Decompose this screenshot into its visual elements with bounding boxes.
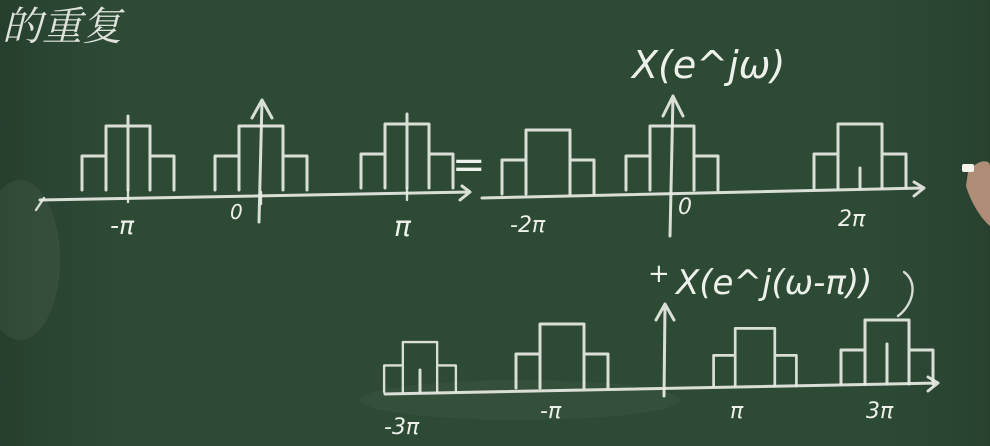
- bottom-tick-label: π: [730, 399, 744, 424]
- top-right-tick-label: 2π: [838, 207, 866, 232]
- bottom-plus-mark: +: [648, 259, 670, 289]
- equals-sign: =: [452, 142, 486, 188]
- bottom-tick-label: -π: [540, 399, 562, 424]
- bottom-tick-label: 3π: [866, 399, 894, 424]
- top-right-tick-label: -2π: [510, 213, 546, 238]
- top-right-tick-label: 0: [678, 195, 692, 220]
- chalk-stick: [962, 164, 974, 172]
- bottom-tick-label: -3π: [384, 415, 420, 440]
- top-left-tick-label: -π: [110, 211, 135, 240]
- top-right-title: X(e^jω): [632, 43, 786, 87]
- top-left-tick-label: 0: [230, 200, 243, 224]
- top-left-tick-label: π: [394, 210, 411, 243]
- heading-fragment: 的重复: [2, 4, 122, 50]
- bottom-title: X(e^j(ω-π)): [676, 263, 873, 303]
